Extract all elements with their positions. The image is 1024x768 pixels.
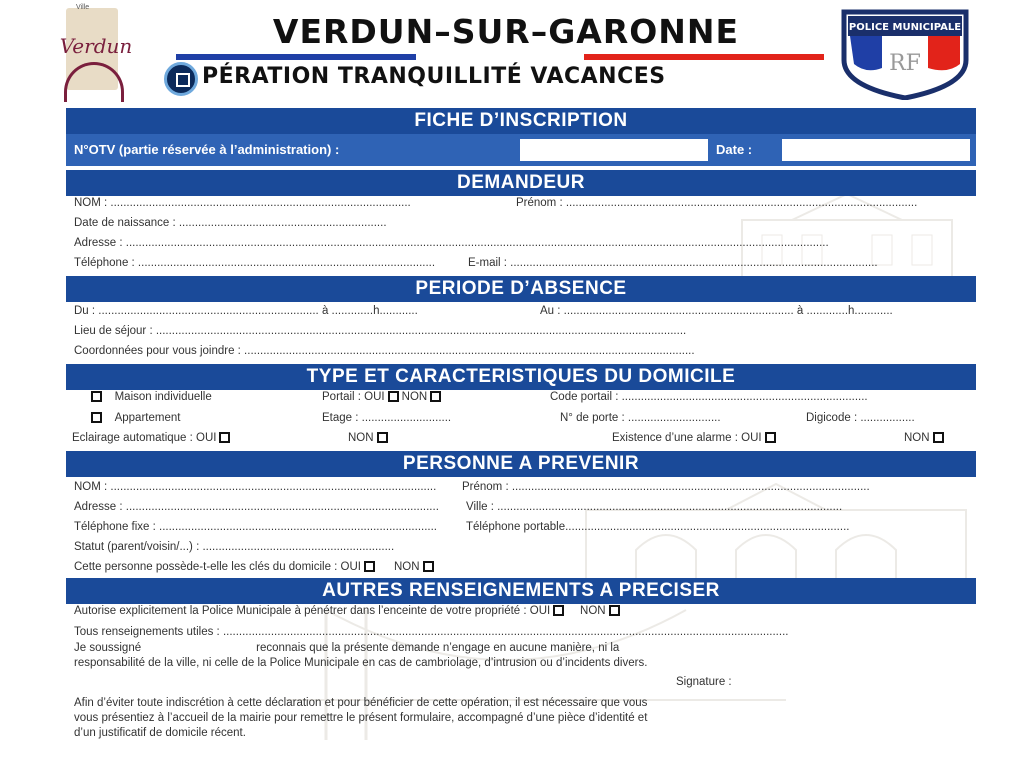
signature-label: Signature : xyxy=(676,676,732,688)
digicode-field[interactable]: Digicode : ................. xyxy=(806,412,915,424)
portail-oui-checkbox[interactable] xyxy=(388,391,399,402)
alarme-oui-checkbox[interactable] xyxy=(765,432,776,443)
eclairage-non-checkbox[interactable] xyxy=(377,432,388,443)
renseignements-utiles[interactable]: Tous renseignements utiles : ................................................................................................................................................................................. xyxy=(74,626,789,638)
date-field[interactable] xyxy=(782,139,970,161)
demandeur-telephone[interactable]: Téléphone : ............................................................................................. xyxy=(74,257,436,269)
alarme-non-checkbox[interactable] xyxy=(933,432,944,443)
prevenir-cles-option[interactable]: Cette personne possède-t-elle les clés du domicile : OUI NON xyxy=(74,561,437,573)
appartement-option[interactable]: Appartement xyxy=(88,412,180,424)
header xyxy=(56,0,986,104)
svg-text:RF: RF xyxy=(889,51,921,76)
note-line-2: vous présentiez à l’accueil de la mairie pour remettre le présent formulaire, accompagné d’une pièce d’identité et xyxy=(74,712,648,724)
demandeur-email[interactable]: E-mail : ................................................................................................................... xyxy=(468,257,878,269)
section-fiche-inscription: FICHE D’INSCRIPTION xyxy=(66,108,976,134)
alarme-option[interactable]: Existence d’une alarme : OUI xyxy=(612,432,779,444)
town-logo xyxy=(46,4,142,100)
cles-non-checkbox[interactable] xyxy=(423,561,434,572)
demandeur-naissance[interactable]: Date de naissance : ................................................................. xyxy=(74,217,387,229)
house-icon xyxy=(164,62,198,96)
form-page xyxy=(56,0,986,768)
note-line-1: Afin d’éviter toute indiscrétion à cette déclaration et pour bénéficier de cette opération, il est nécessaire que vous xyxy=(74,697,648,709)
building-watermark xyxy=(576,480,976,590)
police-badge-icon xyxy=(838,8,972,100)
code-portail[interactable]: Code portail : ............................................................................. xyxy=(550,391,868,403)
page-title: VERDUN–SUR–GARONNE xyxy=(272,12,740,51)
section-domicile: TYPE ET CARACTERISTIQUES DU DOMICILE xyxy=(66,364,976,390)
demandeur-adresse[interactable]: Adresse : ............................................................................................................................................................................................................................ xyxy=(74,237,829,249)
soussigne-line-2: responsabilité de la ville, ni celle de la Police Municipale en cas de cambriolage, d’intrusion ou d’incidents divers. xyxy=(74,657,648,669)
soussigne-line-1: Je soussigné reconnais que la présente demande n’engage en aucune manière, ni la xyxy=(74,642,620,654)
autorise-oui-checkbox[interactable] xyxy=(553,605,564,616)
portail-option[interactable]: Portail : OUI NON xyxy=(322,391,444,403)
section-demandeur: DEMANDEUR xyxy=(66,170,976,196)
logo-tag: Ville xyxy=(76,4,90,11)
eclairage-non-option[interactable]: NON xyxy=(348,432,391,444)
section-periode-absence: PERIODE D’ABSENCE xyxy=(66,276,976,302)
maison-option[interactable]: Maison individuelle xyxy=(88,391,212,403)
autorise-non-checkbox[interactable] xyxy=(609,605,620,616)
maison-checkbox[interactable] xyxy=(91,391,102,402)
section-autres-renseignements: AUTRES RENSEIGNEMENTS A PRECISER xyxy=(66,578,976,604)
portail-non-checkbox[interactable] xyxy=(430,391,441,402)
flag-stripe-red xyxy=(584,54,824,60)
logo-text: Verdun xyxy=(59,34,133,58)
porte-field[interactable]: N° de porte : ............................. xyxy=(560,412,721,424)
otv-number-field[interactable] xyxy=(520,139,708,161)
demandeur-nom[interactable]: NOM : .............................................................................................. xyxy=(74,197,411,209)
police-badge xyxy=(838,8,972,100)
flag-stripe-blue xyxy=(176,54,416,60)
absence-coordonnees[interactable]: Coordonnées pour vous joindre : ............................................................................................................................................. xyxy=(74,345,695,357)
etage-field[interactable]: Etage : ............................ xyxy=(322,412,452,424)
prevenir-ville[interactable]: Ville : ............................................................................................................ xyxy=(466,501,843,513)
prevenir-tel-fixe[interactable]: Téléphone fixe : ....................................................................................... xyxy=(74,521,437,533)
prevenir-statut[interactable]: Statut (parent/voisin/...) : ............................................................ xyxy=(74,541,395,553)
demandeur-prenom[interactable]: Prénom : .............................................................................................................. xyxy=(516,197,918,209)
svg-text:POLICE MUNICIPALE: POLICE MUNICIPALE xyxy=(848,22,962,33)
eclairage-option[interactable]: Eclairage automatique : OUI xyxy=(72,432,233,444)
appartement-checkbox[interactable] xyxy=(91,412,102,423)
prevenir-nom[interactable]: NOM : ...................................................................................................... xyxy=(74,481,437,493)
section-personne-prevenir: PERSONNE A PREVENIR xyxy=(66,451,976,477)
admin-label: N°OTV (partie réservée à l’administration) : xyxy=(74,142,340,157)
note-line-3: d’un justificatif de domicile récent. xyxy=(74,727,246,739)
autorise-option[interactable]: Autorise explicitement la Police Municipale à pénétrer dans l’enceinte de votre propriété : OUI NON xyxy=(74,605,623,617)
absence-du[interactable]: Du : ..................................................................... à .............h............ xyxy=(74,305,418,317)
eclairage-oui-checkbox[interactable] xyxy=(219,432,230,443)
prevenir-adresse[interactable]: Adresse : .................................................................................................. xyxy=(74,501,439,513)
page-subtitle: PÉRATION TRANQUILLITÉ VACANCES xyxy=(202,64,666,89)
date-label: Date : xyxy=(716,142,753,157)
absence-au[interactable]: Au : ........................................................................ à .............h............ xyxy=(540,305,893,317)
admin-row xyxy=(66,134,976,166)
alarme-non-option[interactable]: NON xyxy=(904,432,947,444)
cles-oui-checkbox[interactable] xyxy=(364,561,375,572)
absence-lieu[interactable]: Lieu de séjour : ...................................................................................................................................................................... xyxy=(74,325,687,337)
prevenir-prenom[interactable]: Prénom : ................................................................................................................ xyxy=(462,481,870,493)
prevenir-tel-portable[interactable]: Téléphone portable......................................................................................... xyxy=(466,521,850,533)
